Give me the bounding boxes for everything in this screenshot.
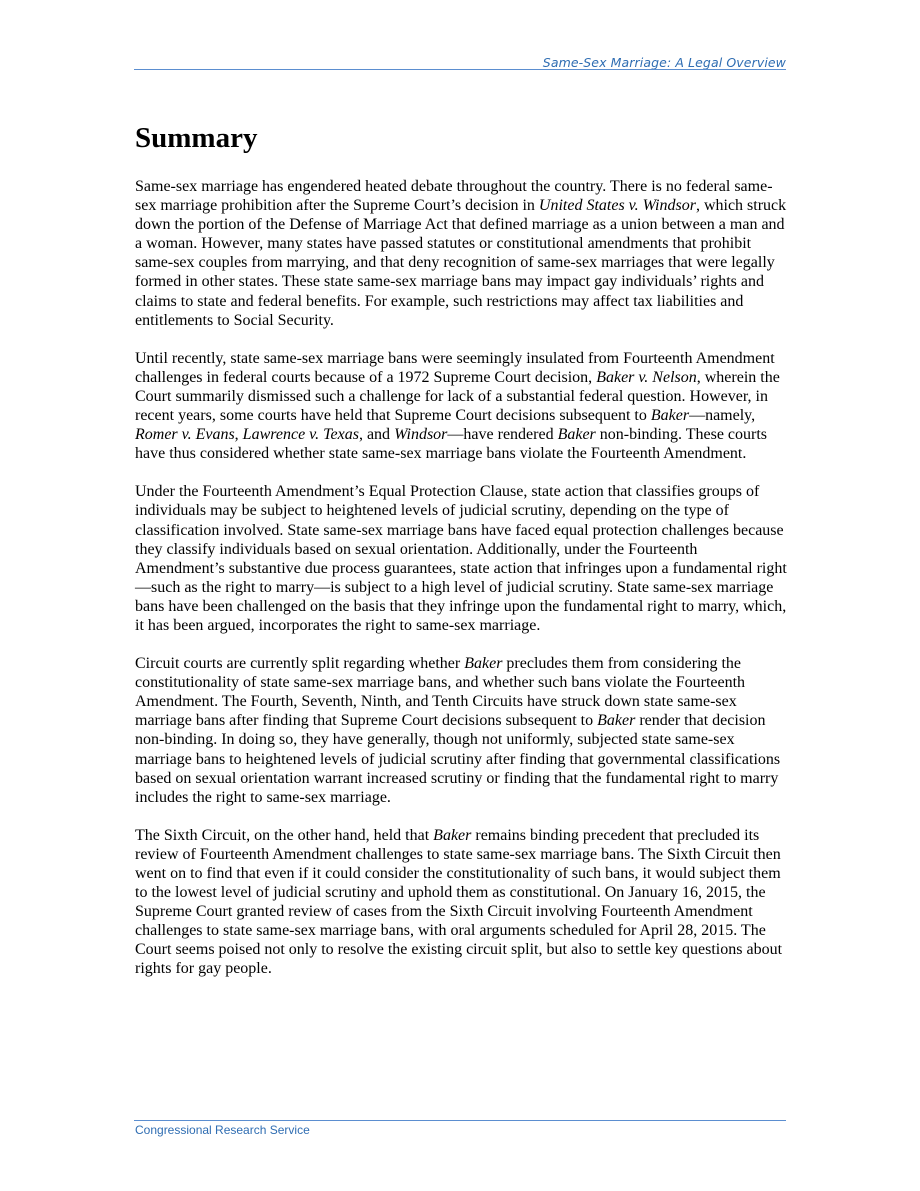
paragraph-text-run: , wherein the Court summarily dismissed such a challenge for lack of a substantial federal question. However, in recent years, some courts have held that Supreme Court decisions subsequent to: [135, 368, 780, 425]
case-name-italic: Windsor: [394, 426, 448, 444]
case-name-italic: Baker: [464, 655, 503, 673]
paragraph-text-run: precludes them from considering the constitutionality of state same-sex marriage bans, and whether such bans violate the Fourteenth Amendment. The Fourth, Seventh, Ninth, and Tenth Circuits have struck down state same-sex marriage bans after finding that Supreme Court decisions subsequent to: [135, 655, 746, 730]
case-name-italic: Baker v. Nelson: [596, 368, 697, 386]
paragraph-text-run: remains binding precedent that precluded its review of Fourteenth Amendment challenges to state same-sex marriage bans. The Sixth Circuit then went on to find that even if it could consider the constitutionality of such bans, it would subject them to the lowest level of judicial scrutiny and uphold them as constitutional. On January 16, 2015, the Supreme Court granted review of cases from the Sixth Circuit involving Fourteenth Amendment challenges to state same-sex marriage bans, with oral arguments scheduled for April 28, 2015. The Court seems poised not only to resolve the existing circuit split, but also to settle key questions about rights for gay people.: [135, 826, 783, 978]
footer-publisher: Congressional Research Service: [135, 1123, 310, 1137]
case-name-italic: Baker: [433, 826, 472, 844]
summary-body: [135, 177, 787, 998]
running-header-title: Same-Sex Marriage: A Legal Overview: [542, 55, 786, 70]
paragraph-text-run: Until recently, state same-sex marriage bans were seemingly insulated from Fourteenth Amendment challenges in federal courts because of a 1972 Supreme Court decision,: [135, 349, 775, 386]
paragraph-text-run: render that decision non-binding. In doing so, they have generally, though not uniformly, subjected state same-sex marriage bans to heightened levels of judicial scrutiny after finding that governmental classifications based on sexual orientation warrant increased scrutiny or finding that the fundamental right to marry includes the right to same-sex marriage.: [135, 712, 781, 806]
footer-rule: [134, 1120, 786, 1121]
paragraph-text-run: , and: [358, 426, 395, 444]
case-name-italic: Lawrence v. Texas: [242, 426, 359, 444]
case-name-italic: Baker: [597, 712, 636, 730]
case-name-italic: Baker: [557, 426, 596, 444]
summary-paragraph-3: [135, 482, 787, 635]
summary-paragraph-1: [135, 177, 787, 330]
case-name-italic: United States v. Windsor: [538, 197, 696, 215]
paragraph-text-run: Under the Fourteenth Amendment’s Equal Protection Clause, state action that classifies groups of individuals may be subject to heightened levels of judicial scrutiny, depending on the type of classification involved. State same-sex marriage bans have faced equal protection challenges because they classify individuals based on sexual orientation. Additionally, under the Fourteenth Amendment’s substantive due process guarantees, state action that infringes upon a fundamental right—such as the right to marry—is subject to a high level of judicial scrutiny. State same-sex marriage bans have been challenged on the basis that they infringe upon the fundamental right to marry, which, it has been argued, incorporates the right to same-sex marriage.: [135, 483, 787, 634]
paragraph-text-run: Same-sex marriage has engendered heated debate throughout the country. There is no federal same-sex marriage prohibition after the Supreme Court’s decision in: [135, 178, 773, 215]
paragraph-text-run: The Sixth Circuit, on the other hand, held that: [135, 826, 434, 844]
summary-heading: Summary: [135, 122, 258, 154]
paragraph-text-run: ,: [234, 426, 243, 444]
paragraph-text-run: non-binding. These courts have thus considered whether state same-sex marriage bans violate the Fourteenth Amendment.: [135, 426, 768, 463]
case-name-italic: Baker: [650, 407, 690, 425]
header-rule: [134, 69, 786, 70]
summary-paragraph-5: [135, 826, 787, 979]
paragraph-text-run: —have rendered: [447, 426, 558, 444]
paragraph-text-run: Circuit courts are currently split regarding whether: [135, 655, 465, 673]
summary-paragraph-4: [135, 654, 787, 807]
case-name-italic: Romer v. Evans: [135, 426, 235, 444]
paragraph-text-run: , which struck down the portion of the Defense of Marriage Act that defined marriage as a union between a man and a woman. However, many states have passed statutes or constitutional amendments that prohibit same-sex couples from marrying, and that deny recognition of same-sex marriages that were legally formed in other states. These state same-sex marriage bans may impact gay individuals’ rights and claims to state and federal benefits. For example, such restrictions may affect tax liabilities and entitlements to Social Security.: [135, 197, 787, 329]
summary-paragraph-2: [135, 349, 787, 464]
paragraph-text-run: —namely,: [689, 407, 756, 425]
